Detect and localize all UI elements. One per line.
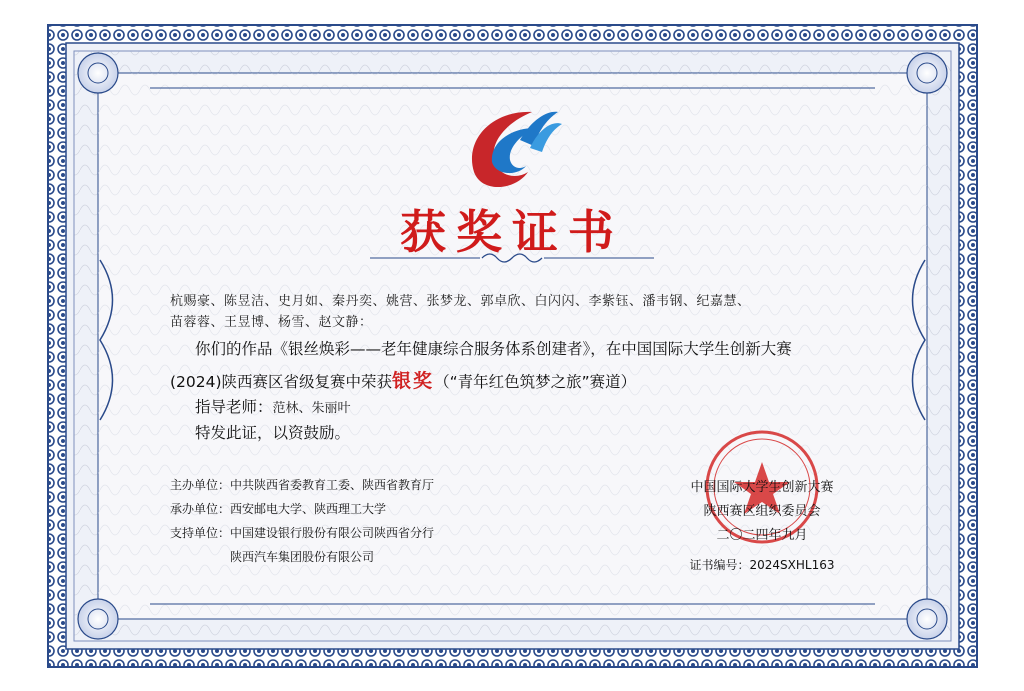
support-organizer: 支持单位：中国建设银行股份有限公司陕西省分行	[170, 526, 435, 540]
issue-date: 二〇二四年九月	[716, 528, 808, 543]
advisor-line	[195, 395, 351, 417]
body-line-1: 你们的作品《银丝焕彩——老年健康综合服务体系创建者》，在中国国际大学生创新大赛	[195, 340, 792, 358]
advisor-label: 指导老师：	[195, 398, 273, 416]
undertake-organizer: 承办单位：西安邮电大学、陕西理工大学	[170, 502, 387, 516]
host-organizer: 主办单位：中共陕西省委教育工委、陕西省教育厅	[170, 478, 435, 492]
body-line-2	[170, 366, 636, 393]
certificate-number: 证书编号：2024SXHL163	[689, 558, 835, 572]
body-line-2-suffix: （“青年红色筑梦之旅”赛道）	[434, 373, 637, 391]
recipients-line-1: 杭赐豪、陈昱洁、史月如、秦丹奕、姚营、张梦龙、郭卓欣、白闪闪、李紫钰、潘韦钢、纪嘉慧、	[170, 294, 751, 309]
body-line-2-prefix: (2024)陕西赛区省级复赛中荣获	[170, 373, 393, 391]
certificate-title: 获奖证书	[400, 205, 624, 259]
award-name: 银奖	[392, 370, 435, 392]
advisor-names: 范林、朱丽叶	[272, 401, 351, 416]
issuer-line-1: 中国国际大学生创新大赛	[690, 480, 834, 495]
closing-line: 特发此证，以资鼓励。	[195, 424, 351, 442]
recipients-line-2: 苗蓉蓉、王昱博、杨雪、赵文静：	[170, 315, 373, 330]
support-organizer-2: 陕西汽车集团股份有限公司	[230, 550, 375, 564]
issuer-line-2: 陕西赛区组织委员会	[703, 504, 821, 519]
